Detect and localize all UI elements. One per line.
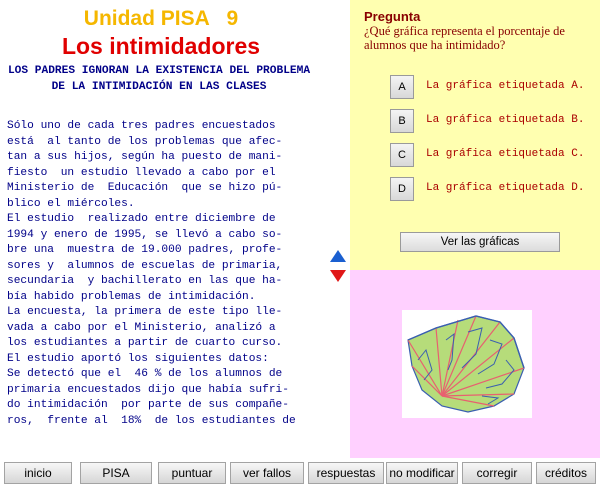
no-modificar-button[interactable]: no modificar — [386, 462, 458, 484]
option-c-button[interactable]: C — [390, 143, 414, 167]
article-line: La encuesta, la primera de este tipo lle- — [7, 306, 283, 318]
article-line: fiesto un estudio llevado a cabo por el — [7, 166, 276, 179]
article-line: El estudio aportó los siguientes datos: — [7, 352, 269, 365]
article-line: está al tanto de los problemas que afec- — [7, 135, 283, 148]
article-line: El estudio realizado entre diciembre de — [7, 213, 276, 225]
graphs-thumbnail-image — [402, 310, 532, 418]
article-line: sores y alumnos de escuelas de primaria, — [7, 259, 283, 272]
article-line: 1994 y enero de 1995, se llevó a cabo so- — [7, 228, 283, 241]
article-line: blico el miércoles. — [7, 197, 135, 210]
show-graphs-button[interactable]: Ver las gráficas — [400, 232, 560, 252]
article-line: bía habido problemas de intimidación. — [7, 290, 256, 303]
article-line: ros, frente al 18% de los estudiantes de — [7, 414, 296, 427]
unit-title: Unidad PISA 9 — [83, 7, 239, 30]
article-line: vada a cabo por el Ministerio, analizó a — [7, 321, 276, 334]
corregir-button[interactable]: corregir — [462, 462, 532, 484]
article-line: los estudiantes a partir de cuarto curso. — [7, 337, 283, 349]
option-d-label: La gráfica etiquetada D. — [426, 182, 585, 194]
graph-panel — [350, 270, 600, 458]
article-line: bre una muestra de 19.000 padres, profe- — [7, 244, 283, 256]
scroll-down-icon[interactable] — [330, 270, 346, 282]
article-line: Ministerio de Educación que se hizo pú- — [7, 182, 283, 194]
pisa-button[interactable]: PISA — [80, 462, 152, 484]
option-b-button[interactable]: B — [390, 109, 414, 133]
option-d-button[interactable]: D — [390, 177, 414, 201]
scroll-up-icon[interactable] — [330, 250, 346, 262]
article-line: secundaria y bachillerato en las que ha- — [7, 275, 283, 287]
article-line: Sólo uno de cada tres padres encuestados — [7, 120, 276, 132]
option-a-label: La gráfica etiquetada A. — [426, 80, 585, 92]
article-line: tan a sus hijos, según ha puesto de mani- — [7, 151, 283, 163]
option-c-label: La gráfica etiquetada C. — [426, 148, 585, 160]
article-line: do intimidación por parte de sus compañe- — [7, 399, 289, 411]
ver-fallos-button[interactable]: ver fallos — [230, 462, 304, 484]
article-line: Se detectó que el 46 % de los alumnos de — [7, 368, 283, 380]
article-headline: LOS PADRES IGNORAN LA EXISTENCIA DEL PROBLEMA DE LA INTIMIDACIÓN EN LAS CLASES — [7, 65, 311, 93]
question-text: ¿Qué gráfica representa el porcentaje de alumnos que ha intimidado? — [364, 24, 565, 52]
creditos-button[interactable]: créditos — [536, 462, 596, 484]
graphs-thumbnail[interactable] — [402, 310, 532, 418]
article-body[interactable] — [7, 119, 322, 429]
question-panel — [350, 0, 600, 270]
unit-subtitle: Los intimidadores — [61, 33, 261, 59]
option-a-button[interactable]: A — [390, 75, 414, 99]
bottom-toolbar — [0, 458, 600, 488]
inicio-button[interactable]: inicio — [4, 462, 72, 484]
question-heading: Pregunta — [364, 9, 421, 24]
respuestas-button[interactable]: respuestas — [308, 462, 384, 484]
article-line: primaria encuestados dijo que había sufri- — [7, 383, 289, 396]
option-b-label: La gráfica etiquetada B. — [426, 114, 585, 126]
puntuar-button[interactable]: puntuar — [158, 462, 226, 484]
